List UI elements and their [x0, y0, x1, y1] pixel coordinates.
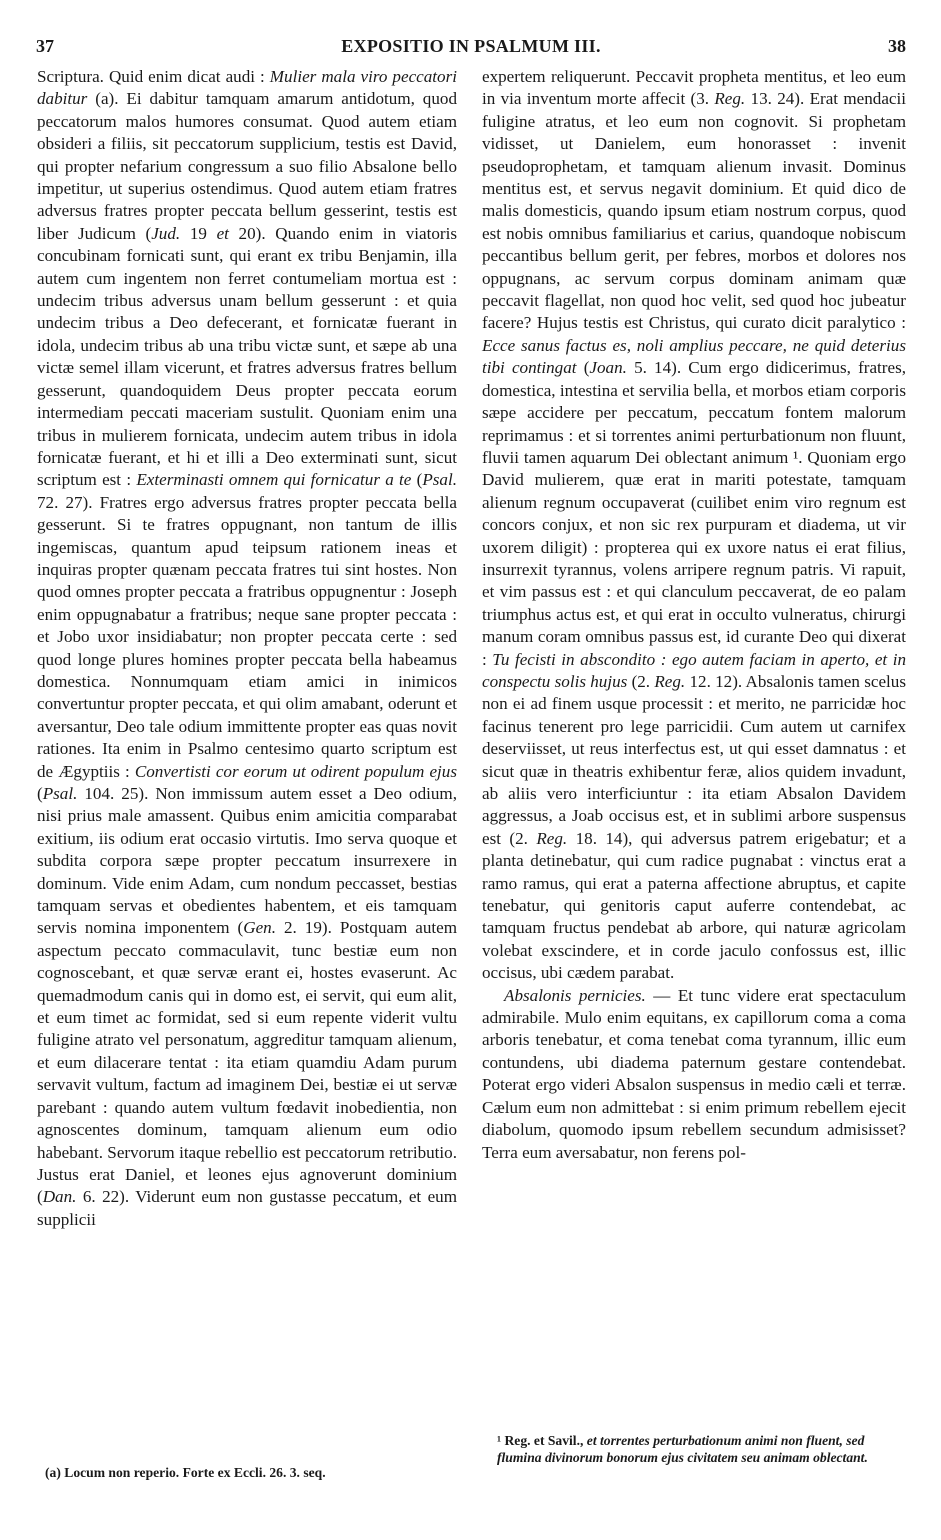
- italic-text-run: Dan.: [42, 1187, 77, 1207]
- text-run: 72. 27). Fratres ergo adversus fratres propter peccata bella gesserunt. Si te fratres oppugnant, non tantum de illis ingemiscas, quantum apud teipsum rationem ineas et inquiras propter quænam peccata fratres tui sint hostes. Non quod omnes propter peccata a fratribus oppugnentur : Joseph enim oppugnabatur a fratribus; neque sane propter peccata : et Jobo uxor insidiabatur; non propter peccata certe : sed quod longe plures homines propter peccata bella habeamus domestica. Nonnumquam etiam amici in inimicos convertuntur propter peccata, et qui olim amabant, oderunt et aversantur, Deo tale odium immittente propter eas quas novit rationes. Ita enim in Psalmo centesimo quarto scriptum est de Ægyptiis :: [37, 492, 457, 781]
- paragraph: [482, 985, 906, 1164]
- running-title: EXPOSITIO IN PSALMUM III.: [341, 36, 601, 56]
- text-run: (a) Locum non reperio. Forte ex Eccli. 26. 3. seq.: [45, 1465, 326, 1480]
- italic-text-run: Convertisti cor eorum ut odirent populum ejus: [134, 761, 457, 781]
- footnote-right: [497, 1432, 907, 1466]
- page-number-right: 38: [888, 36, 906, 56]
- text-run: 13. 24). Erat mendacii fuligine atratus, et leo eum non cognovit. Si prophetam vidisset, ut Danielem, eum honorasset : invenit pseudoprophetam, et tamquam alienum invasit. Dominus mentitus est, et servus negavit dominium. Et quid dico de malis domesticis, quando ipsum etiam nostrum corpus, quod est nobis omnibus familiarius et carius, quandoque nobiscum peccantibus bellum gerit, per febres, morbos et dolores nos oppugnans, ac servum corpus dominam animam quæ peccavit flagellat, non quod hoc velit, sed quod hoc jubeatur facere? Hujus testis est Christus, qui curato dicit paralytico :: [482, 89, 906, 333]
- text-run: expertem reliquerunt. Peccavit propheta mentitus, et leo eum in via inventum morte affecit (3.: [482, 67, 906, 109]
- italic-text-run: Ecce sanus factus es, noli amplius peccare, ne quid deterius tibi contingat: [482, 335, 906, 378]
- italic-text-run: Absalonis pernicies.: [504, 985, 646, 1005]
- paragraph: [37, 66, 457, 1231]
- italic-text-run: Psal.: [42, 784, 78, 803]
- text-run: 104. 25). Non immissum autem esset a Deo odium, nisi prius male amassent. Quibus enim amicitia comparabat exitium, iis odium erat occasio virtutis. Imo serva quoque et subdita corpora sæpe propter peccatum insurrexere in dominum. Vide enim Adam, cum nondum peccasset, bestias tamquam servas et obedientes habentem, et eis tamquam servis nomina imponentem (: [37, 784, 457, 938]
- footnote-left: [45, 1464, 465, 1481]
- text-run: (: [576, 358, 590, 378]
- italic-text-run: Joan.: [589, 358, 627, 378]
- text-run: 2. 19). Postquam autem aspectum peccato commaculavit, tunc bestiæ eum non cognoscebant, et quæ servæ erant ei, hostes evaserunt. Ac quemadmodum canis qui in domo est, ei servit, qui eum alit, et eum timet ac formidat, sed si eum repente viderit vultu fuligine atrato vel personatum, aggreditur tamquam alienum, et eum dilacerare tentat : ita etiam quamdiu Adam purum servavit vultum, factum ad imaginem Dei, bestiæ ei ut servæ parebant : quando autem vultum fœdavit inobedientia, non agnoscentes dominum, tamquam alienum eum odio habebant. Servorum itaque rebellio est peccatorum retributio. Justus erat Daniel, et leones ejus agnoverunt dominium (: [37, 918, 457, 1207]
- text-run: — Et tunc videre erat spectaculum admirabile. Mulo enim equitans, ex capillorum coma a coma arboris tenebatur, et coma tenebat coma tyrannum, illic eum contundens, ubi diadema paternum gestare contendebat. Poterat ergo videri Absalon suspensus in medio cæli et terræ. Cælum eum non admittebat : si enim primum rebellem ejecit diabolum, quomodo ipsum rebellem secundum admisisset? Terra eum aversabatur, non ferens pol-: [482, 985, 907, 1162]
- text-column-right: [482, 66, 906, 1164]
- italic-text-run: Reg.: [714, 89, 746, 109]
- text-column-left: [37, 66, 457, 1231]
- italic-text-run: Exterminasti omnem qui fornicatur a te: [136, 470, 412, 490]
- italic-text-run: Reg.: [654, 671, 686, 691]
- text-run: 19: [180, 223, 217, 243]
- text-run: 6. 22). Viderunt eum non gustasse peccatum, et eum supplicii: [37, 1187, 457, 1229]
- italic-text-run: Psal.: [422, 470, 457, 490]
- paragraph: [482, 66, 906, 985]
- italic-text-run: Jud.: [151, 223, 181, 243]
- text-run: 20). Quando enim in viatoris concubinam fornicati sunt, qui erant ex tribu Benjamin, illa autem cum ingentem non ferret contumeliam mortua est : undecim tribus adversus unam bellum gesserunt : et quia undecim tribus a Deo defecerant, et fornicatæ fuerant in idola, undecim tribus ab una tribu victæ sunt, et sæpe ab una victæ semel illam vicerunt, et fratres adversus fratres bellum gesserunt, quandoquidem Deus propter peccata eorum intermediam peccati maceriam sustulit. Quoniam enim una tribus in mulierem fornicata, undecim autem tribus in idola fornicatæ fuerant, et hi et illi a Deo exterminati sunt, sicut scriptum est :: [37, 223, 458, 490]
- italic-text-run: Reg.: [536, 828, 568, 848]
- italic-text-run: et: [216, 223, 229, 243]
- italic-text-run: et torrentes perturbationum animi non fluent, sed flumina divinorum bonorum ejus civitatem seu animam oblectant.: [497, 1433, 868, 1465]
- text-run: (a). Ei dabitur tamquam amarum antidotum, quod peccatorum malos humores consumat. Quod autem etiam obsideri a filiis, sit peccatorum supplicium, testis est David, qui propter nefarium congressum a suo filio Absalone bello impetitur, ut superius ostendimus. Quod autem etiam fratres adversus fratres propter peccata bellum gesserint, testis est liber Judicum (: [37, 89, 457, 243]
- text-run: (: [37, 784, 43, 803]
- running-header: [36, 36, 906, 58]
- text-run: ¹ Reg. et Savil.,: [497, 1433, 587, 1448]
- text-run: 12. 12). Absalonis tamen scelus non ei ad finem usque processit : et merito, ne parricidæ hoc facinus tenerent pro lege parricidii. Cum autem ut carnifex deserviisset, ut reus interfectus est, ut qui esset damnatus : et sicut quæ in theatris exhibentur feræ, alios quidem invadunt, ab aliis vero interficiuntur : ita etiam Absalon Davidem aggressus, a Joab occisus est, et in sublimi arbore suspensus est (2.: [482, 671, 906, 848]
- page-number-left: 37: [36, 36, 54, 56]
- text-run: (: [411, 470, 423, 490]
- text-run: (2.: [627, 671, 655, 691]
- italic-text-run: Gen.: [243, 918, 276, 938]
- italic-text-run: Mulier mala viro peccatori dabitur: [37, 67, 457, 109]
- text-run: Scriptura. Quid enim dicat audi :: [37, 67, 270, 86]
- italic-text-run: Tu fecisti in abscondito : ego autem faciam in aperto, et in conspectu solis hujus: [482, 649, 906, 691]
- text-run: 18. 14), qui adversus patrem erigebatur; et a planta detinebatur, qui cum radice pugnabat : vinctus erat a ramo ramus, qui erat a paterna affectione abruptus, et capite tenebatur, qui genitoris caput auferre contendebat, ac tamquam fructus pendebat ab arbore, qui naturæ agricolam volebat exscindere, et in corde jaculo confossus est, illic occisus, ubi cædem parabat.: [482, 828, 906, 983]
- text-run: 5. 14). Cum ergo didicerimus, fratres, domestica, intestina et servilia bella, et morbos etiam corporis sæpe accidere per peccatum, peccatum fontem malorum reprimamus : et si torrentes animi perturbationum non fluunt, fluvii tamen aquarum Dei oblectant animum ¹. Quoniam ergo David mulierem, quæ erat in mariti potestate, tamquam alienum regnum occupaverat (cuilibet enim viro regnum est concors conjux, et non sic rex purpuram et diadema, ut vir uxorem diligit) : propterea qui ex uxore natus ei erat filius, insurrexit tyrannus, volens arripere regnum patris. Vi rapuit, et vim passus est : et qui clanculum peccaverat, de eo palam triumphus actus est, et qui erat in occulto vulneratus, chirurgi manum coram omnibus passus est, id curante Deo qui dixerat :: [482, 358, 906, 669]
